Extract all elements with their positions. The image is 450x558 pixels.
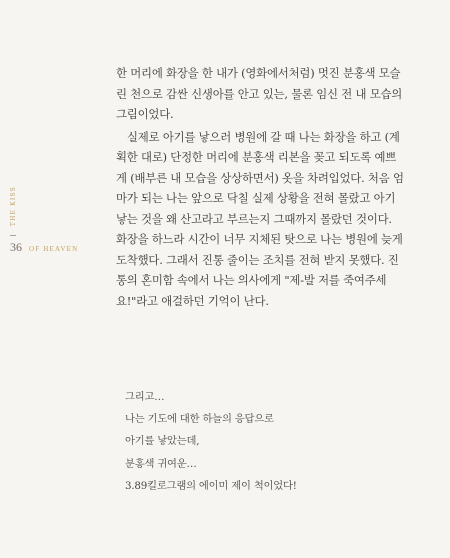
text-line: 한 머리에 화장을 한 내가 (영화에서처럼) 멋진 분홍색 모슬 xyxy=(116,66,401,80)
text-line: 게 (배부른 내 모습을 상상하면서) 옷을 차려입었다. 처음 엄 xyxy=(116,170,404,185)
running-head-book-title: THE KISS xyxy=(10,186,17,227)
text-line: 도착했다. 그래서 진통 줄이는 조치를 전혀 받지 못했다. 진 xyxy=(116,252,399,267)
text-line: 통의 혼미함 속에서 나는 의사에게 "제-발 저를 죽여주세 xyxy=(116,273,387,287)
text-line: 린 천으로 감싼 신생아를 안고 있는, 물론 임신 전 내 모습의 xyxy=(116,86,403,101)
paragraph-2 xyxy=(116,127,442,312)
page-number: 36 xyxy=(10,240,22,254)
poem-line: 아기를 낳았는데, xyxy=(125,435,200,448)
text-line: 획한 대로) 단정한 머리에 분홍색 리본을 꽂고 되도록 예쁘 xyxy=(116,150,397,164)
text-line: 낳는 것을 왜 산고라고 부르는지 그때까지 몰랐던 것이다. xyxy=(116,211,392,226)
poem-line: 그리고… xyxy=(125,391,165,403)
poem-line: 3.89킬로그램의 에이미 제이 척이었다! xyxy=(125,479,297,492)
poem-line: 나는 기도에 대한 하늘의 응답으로 xyxy=(125,413,274,426)
running-head-section: OF HEAVEN xyxy=(29,245,79,253)
body-text xyxy=(116,63,442,311)
divider xyxy=(10,235,16,236)
paragraph-1 xyxy=(116,63,442,125)
poem-block xyxy=(125,386,425,497)
text-line: 실제로 아기를 낳으러 병원에 갈 때 나는 화장을 하고 (계 xyxy=(127,129,400,144)
poem-line: 분홍색 귀여운… xyxy=(125,457,197,470)
text-line: 화장을 하느라 시간이 너무 지체된 탓으로 나는 병원에 늦게 xyxy=(116,232,403,246)
text-line: 마가 되는 나는 앞으로 닥칠 실제 상황을 전혀 몰랐고 아기 xyxy=(116,191,396,205)
text-line: 그림이었다. xyxy=(116,107,174,121)
folio xyxy=(10,240,78,255)
text-line: 요!"라고 애걸하던 기억이 난다. xyxy=(116,293,269,308)
